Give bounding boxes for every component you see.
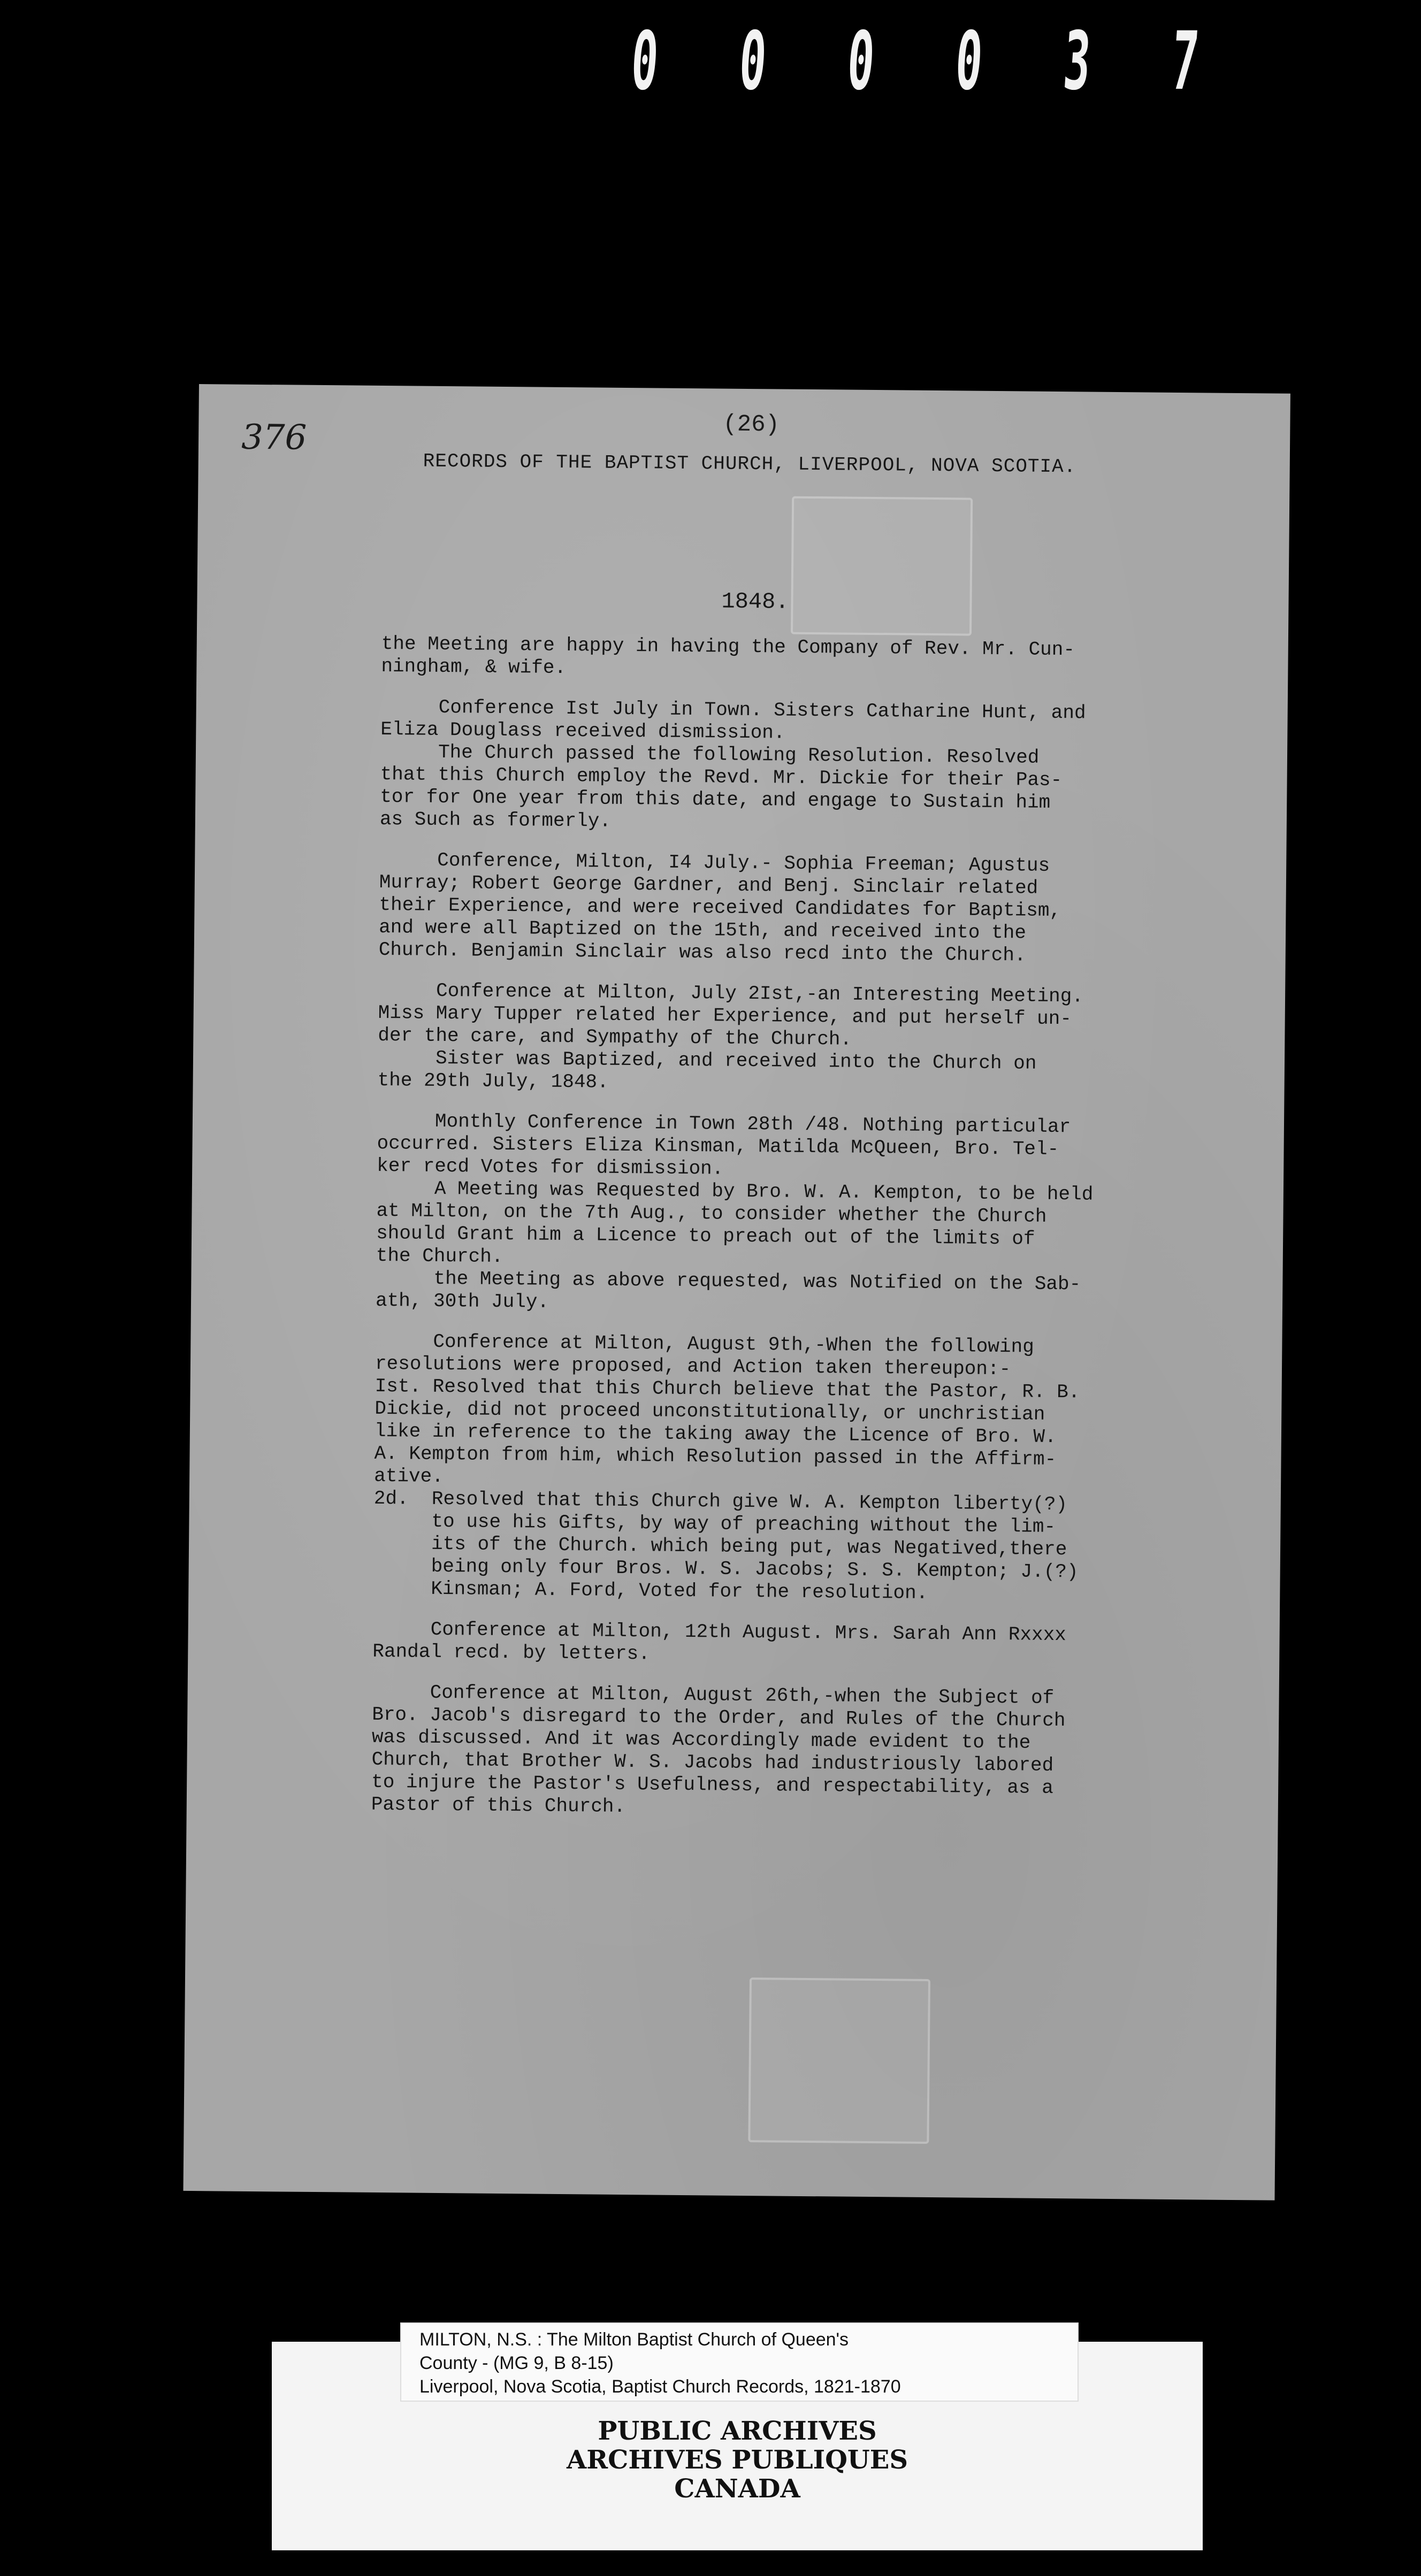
text-line: resolutions were proposed, and Action taken thereupon:- <box>375 1352 1011 1381</box>
text-line: ningham, & wife. <box>381 655 567 679</box>
frame-digit: 3 <box>1060 15 1094 108</box>
text-line: Conference at Milton, August 9th,-When the following <box>375 1330 1034 1358</box>
text-line: ath, 30th July. <box>375 1289 549 1313</box>
text-line: to injure the Pastor's Usefulness, and respectability, as a <box>371 1770 1053 1799</box>
text-line: to use his Gifts, by way of preaching without the lim- <box>373 1509 1056 1538</box>
label-line: Liverpool, Nova Scotia, Baptist Church Records, 1821-1870 <box>419 2376 901 2397</box>
text-line: as Such as formerly. <box>379 808 612 832</box>
text-line: being only four Bros. W. S. Jacobs; S. S. Kempton; J.(?) <box>373 1554 1079 1583</box>
archive-stamp-line: CANADA <box>674 2474 800 2504</box>
text-line: that this Church employ the Revd. Mr. Dickie for their Pas- <box>380 763 1063 792</box>
text-line: ative. <box>374 1465 444 1488</box>
label-line: MILTON, N.S. : The Milton Baptist Church of Queen's <box>419 2329 849 2350</box>
watermark-stamp <box>791 496 973 636</box>
frame-digit: 0 <box>736 15 770 108</box>
text-line: Randal recd. by letters. <box>372 1640 650 1665</box>
page-number: (26) <box>723 411 780 439</box>
text-line: Conference at Milton, 12th August. Mrs. Sarah Ann Rxxxx <box>372 1617 1067 1646</box>
text-line: occurred. Sisters Eliza Kinsman, Matilda McQueen, Bro. Tel- <box>377 1132 1059 1161</box>
year-heading: 1848. <box>721 588 789 615</box>
text-line: Sister was Baptized, and received into the Church on <box>377 1046 1037 1075</box>
text-line: Conference at Milton, July 2Ist,-an Interesting Meeting. <box>378 979 1084 1008</box>
text-line: like in reference to the taking away the Licence of Bro. W. <box>374 1420 1057 1448</box>
text-line: ker recd Votes for dismission. <box>377 1154 724 1180</box>
watermark-stamp <box>748 1977 930 2144</box>
text-line: 2d. Resolved that this Church give W. A. Kempton liberty(?) <box>373 1487 1068 1516</box>
text-line: Dickie, did not proceed unconstitutionally, or unchristian <box>375 1397 1045 1425</box>
text-line: Conference at Milton, August 26th,-when the Subject of <box>372 1681 1055 1709</box>
text-line: Bro. Jacob's disregard to the Order, and Rules of the Church <box>372 1703 1066 1732</box>
frame-digit: 7 <box>1168 15 1202 108</box>
archive-stamp-line: PUBLIC ARCHIVES <box>598 2416 877 2446</box>
text-line: Church, that Brother W. S. Jacobs had industriously labored <box>371 1748 1054 1777</box>
text-line: Ist. Resolved that this Church believe that the Pastor, R. B. <box>375 1375 1080 1404</box>
folio-number: 376 <box>241 417 307 458</box>
frame-digit: 0 <box>952 15 985 108</box>
record-body <box>371 633 1237 1823</box>
text-line: Miss Mary Tupper related her Experience, and put herself un- <box>378 1001 1072 1030</box>
text-line: and were all Baptized on the 15th, and received into the <box>378 916 1027 944</box>
text-line: A. Kempton from him, which Resolution passed in the Affirm- <box>374 1442 1057 1471</box>
text-line: its of the Church. which being put, was Negatived,there <box>373 1532 1067 1561</box>
text-line: Monthly Conference in Town 28th /48. Nothing particular <box>377 1109 1071 1138</box>
frame-digit: 0 <box>628 15 662 108</box>
text-line: Pastor of this Church. <box>371 1793 626 1818</box>
text-line: tor for One year from this date, and engage to Sustain him <box>380 785 1051 814</box>
text-line: the Meeting are happy in having the Company of Rev. Mr. Cun- <box>381 632 1075 661</box>
text-line: Kinsman; A. Ford, Voted for the resolution. <box>373 1577 928 1604</box>
collection-label <box>400 2322 1079 2402</box>
archive-stamp-line: ARCHIVES PUBLIQUES <box>567 2445 908 2475</box>
text-line: A Meeting was Requested by Bro. W. A. Kempton, to be held <box>376 1177 1094 1206</box>
archive-stamp <box>272 2417 1203 2503</box>
text-line: Conference, Milton, I4 July.- Sophia Freeman; Agustus <box>379 848 1050 877</box>
label-line: County - (MG 9, B 8-15) <box>419 2353 614 2373</box>
text-line: should Grant him a Licence to preach out of the limits of <box>376 1222 1035 1250</box>
frame-digit: 0 <box>844 15 877 108</box>
text-line: Eliza Douglass received dismission. <box>380 718 785 744</box>
text-line: the 29th July, 1848. <box>377 1069 609 1093</box>
page-header-title: RECORDS OF THE BAPTIST CHURCH, LIVERPOOL, NOVA SCOTIA. <box>423 450 1076 478</box>
text-line: Conference Ist July in Town. Sisters Catharine Hunt, and <box>380 695 1086 724</box>
text-line: The Church passed the following Resolution. Resolved <box>380 740 1040 769</box>
text-line: at Milton, on the 7th Aug., to consider whether the Church <box>376 1199 1047 1228</box>
text-line: Church. Benjamin Sinclair was also recd into the Church. <box>378 938 1026 967</box>
frame-number <box>618 15 1212 108</box>
text-line: Murray; Robert George Gardner, and Benj. Sinclair related <box>379 871 1038 899</box>
text-line: the Meeting as above requested, was Notified on the Sab- <box>376 1267 1081 1295</box>
text-line: was discussed. And it was Accordingly made evident to the <box>371 1726 1031 1754</box>
text-line: their Experience, and were received Candidates for Baptism, <box>379 893 1061 922</box>
text-line: the Church. <box>376 1244 503 1268</box>
document-page <box>184 384 1290 2201</box>
text-line: der the care, and Sympathy of the Church. <box>378 1024 852 1051</box>
